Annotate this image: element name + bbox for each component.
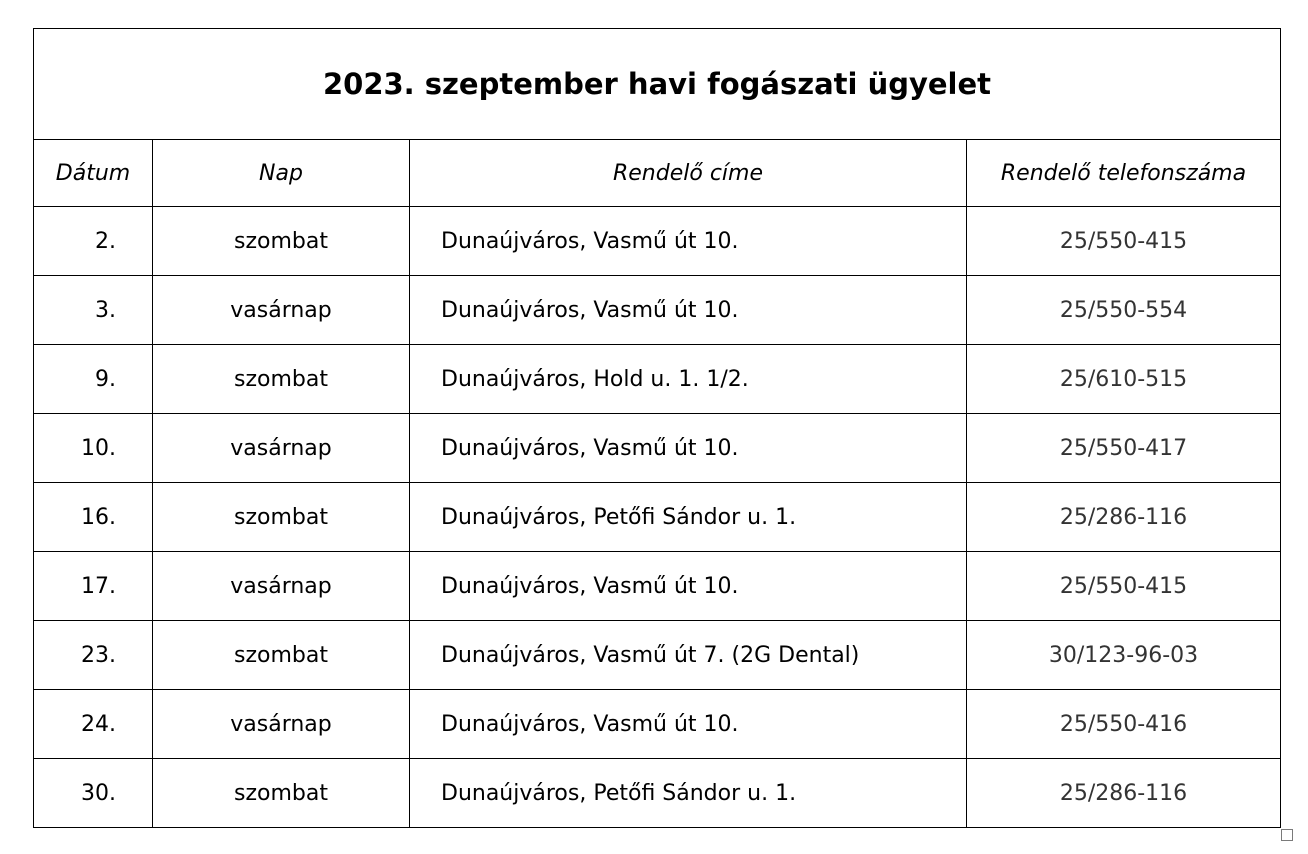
day-cell: szombat — [153, 759, 410, 828]
phone-cell: 25/610-515 — [967, 345, 1281, 414]
phone-cell: 25/286-116 — [967, 483, 1281, 552]
day-cell: szombat — [153, 621, 410, 690]
day-cell: szombat — [153, 207, 410, 276]
address-cell: Dunaújváros, Petőfi Sándor u. 1. — [410, 759, 967, 828]
phone-cell: 30/123-96-03 — [967, 621, 1281, 690]
table-row — [34, 759, 1281, 828]
table-title: 2023. szeptember havi fogászati ügyelet — [34, 29, 1281, 140]
day-cell: szombat — [153, 483, 410, 552]
address-cell: Dunaújváros, Vasmű út 10. — [410, 690, 967, 759]
phone-cell: 25/550-415 — [967, 207, 1281, 276]
column-header-day: Nap — [153, 140, 410, 207]
day-cell: vasárnap — [153, 276, 410, 345]
address-cell: Dunaújváros, Vasmű út 10. — [410, 207, 967, 276]
phone-cell: 25/550-554 — [967, 276, 1281, 345]
address-cell: Dunaújváros, Vasmű út 10. — [410, 276, 967, 345]
day-cell: vasárnap — [153, 552, 410, 621]
table-row — [34, 552, 1281, 621]
header-row — [34, 140, 1281, 207]
column-header-date: Dátum — [34, 140, 153, 207]
column-header-address: Rendelő címe — [410, 140, 967, 207]
table-row — [34, 207, 1281, 276]
phone-cell: 25/286-116 — [967, 759, 1281, 828]
address-cell: Dunaújváros, Petőfi Sándor u. 1. — [410, 483, 967, 552]
table-row — [34, 621, 1281, 690]
date-cell: 16. — [34, 483, 153, 552]
table-row — [34, 345, 1281, 414]
table-row — [34, 414, 1281, 483]
day-cell: vasárnap — [153, 690, 410, 759]
date-cell: 17. — [34, 552, 153, 621]
day-cell: szombat — [153, 345, 410, 414]
column-header-phone: Rendelő telefonszáma — [967, 140, 1281, 207]
table-row — [34, 690, 1281, 759]
date-cell: 23. — [34, 621, 153, 690]
date-cell: 9. — [34, 345, 153, 414]
phone-cell: 25/550-417 — [967, 414, 1281, 483]
address-cell: Dunaújváros, Hold u. 1. 1/2. — [410, 345, 967, 414]
date-cell: 30. — [34, 759, 153, 828]
date-cell: 24. — [34, 690, 153, 759]
date-cell: 2. — [34, 207, 153, 276]
table-resize-handle[interactable] — [1281, 829, 1293, 841]
phone-cell: 25/550-415 — [967, 552, 1281, 621]
date-cell: 10. — [34, 414, 153, 483]
table-row — [34, 276, 1281, 345]
phone-cell: 25/550-416 — [967, 690, 1281, 759]
duty-schedule-table — [33, 28, 1281, 828]
title-row — [34, 29, 1281, 140]
day-cell: vasárnap — [153, 414, 410, 483]
address-cell: Dunaújváros, Vasmű út 7. (2G Dental) — [410, 621, 967, 690]
table-row — [34, 483, 1281, 552]
address-cell: Dunaújváros, Vasmű út 10. — [410, 552, 967, 621]
address-cell: Dunaújváros, Vasmű út 10. — [410, 414, 967, 483]
date-cell: 3. — [34, 276, 153, 345]
